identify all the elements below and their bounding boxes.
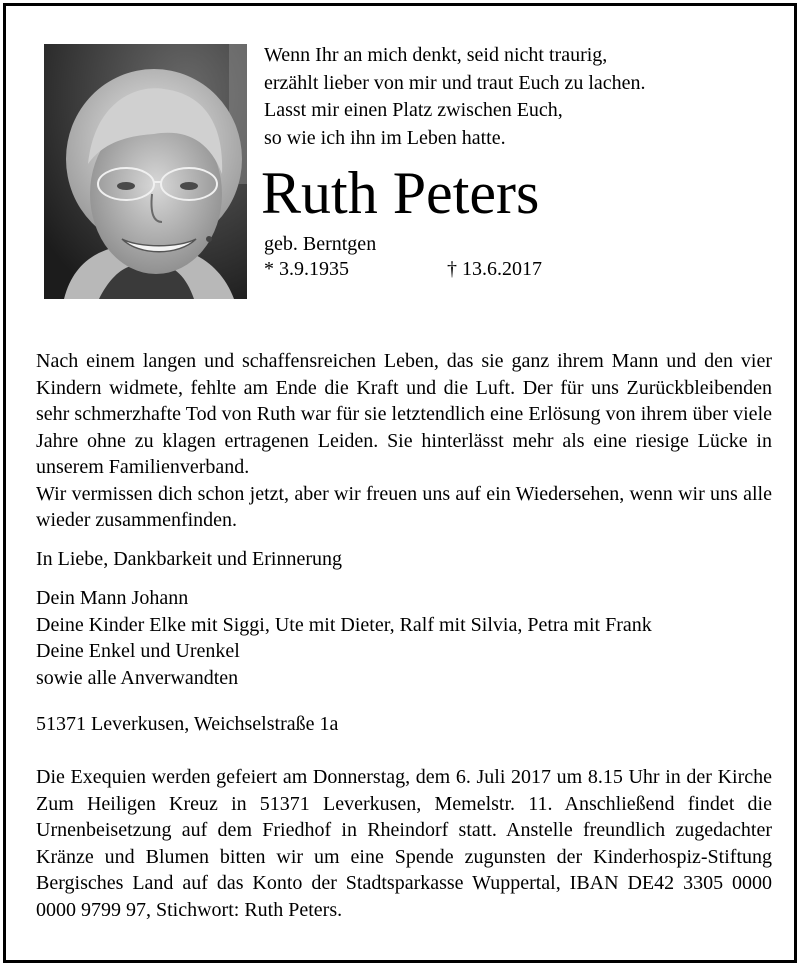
death-date: † 13.6.2017 xyxy=(447,258,542,280)
family-line: sowie alle Anverwandten xyxy=(36,666,239,689)
portrait-illustration xyxy=(44,44,247,299)
closing-line: In Liebe, Dankbarkeit und Erinnerung xyxy=(36,548,343,570)
memorial-poem xyxy=(264,42,646,152)
maiden-name: geb. Berntgen xyxy=(264,233,377,255)
poem-line: erzählt lieber von mir und traut Euch zu lachen. xyxy=(264,71,646,94)
deceased-name: Ruth Peters xyxy=(261,160,540,226)
funeral-notice xyxy=(36,764,772,923)
obituary-text xyxy=(36,348,772,534)
family-list xyxy=(36,585,652,691)
family-line: Deine Enkel und Urenkel xyxy=(36,640,240,662)
portrait-photo xyxy=(44,44,247,299)
obituary-paragraph: Wir vermissen dich schon jetzt, aber wir freuen uns auf ein Wiedersehen, wenn wir uns alle wieder zusammenfinden. xyxy=(36,482,772,531)
family-line: Dein Mann Johann xyxy=(36,587,189,609)
poem-line: Wenn Ihr an mich denkt, seid nicht traurig, xyxy=(264,44,608,66)
obituary-frame xyxy=(3,3,797,963)
birth-date: * 3.9.1935 xyxy=(264,258,349,280)
poem-line: Lasst mir einen Platz zwischen Euch, xyxy=(264,99,563,121)
funeral-paragraph: Die Exequien werden gefeiert am Donnerstag, dem 6. Juli 2017 um 8.15 Uhr in der Kirche Zum Heiligen Kreuz in 51371 Leverkusen, Memelstr. 11. Anschließend findet die Urnenbeisetzung auf dem Friedhof in Rheindorf statt. Anstelle freundlich zugedachter Kränze und Blumen bitten wir um eine Spende zugunsten der Kinderhospiz-Stiftung Bergisches Land auf das Konto der Stadtsparkasse Wuppertal, IBAN DE42 3305 0000 0000 9799 97, Stichwort: Ruth Peters. xyxy=(36,766,772,921)
poem-line: so wie ich ihn im Leben hatte. xyxy=(264,126,506,149)
family-address: 51371 Leverkusen, Weichselstraße 1a xyxy=(36,713,339,735)
obituary-paragraph: Nach einem langen und schaffensreichen Leben, das sie ganz ihrem Mann und den vier Kindern widmete, fehlte am Ende die Kraft und die Luft. Der für uns Zurückbleibenden sehr schmerzhafte Tod von Ruth war für sie letztendlich eine Erlösung von ihrem über viele Jahre ohne zu klagen ertragenen Leiden. Sie hinterlässt mehr als eine riesige Lücke in unserem Familienverband. xyxy=(36,350,772,478)
family-line: Deine Kinder Elke mit Siggi, Ute mit Dieter, Ralf mit Silvia, Petra mit Frank xyxy=(36,613,652,636)
